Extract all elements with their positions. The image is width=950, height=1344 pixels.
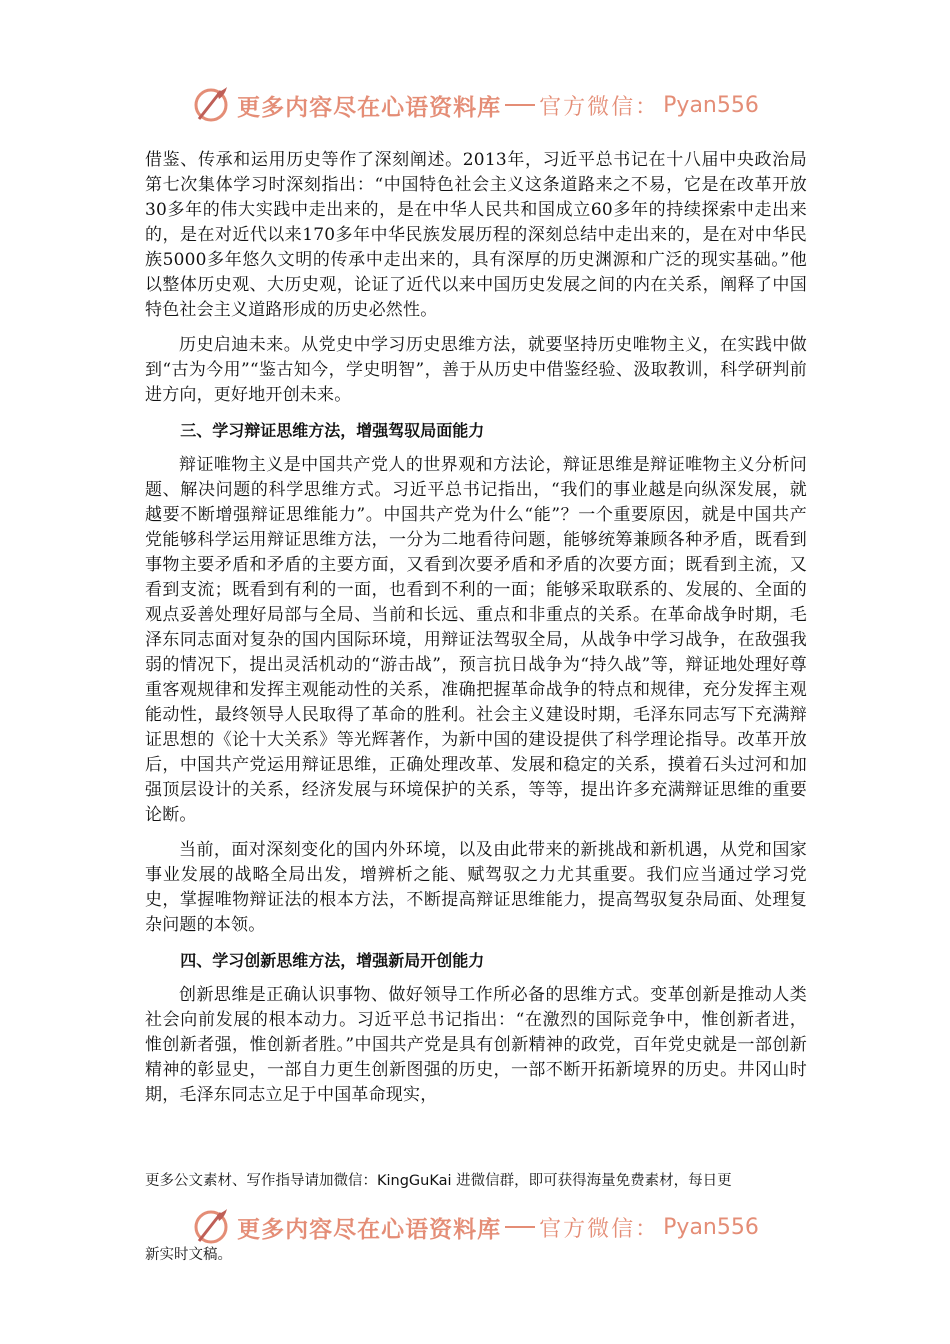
paragraph-3: 辩证唯物主义是中国共产党人的世界观和方法论，辩证思维是辩证唯物主义分析问题、解决问题的科学思维方式。习近平总书记指出，“我们的事业越是向纵深发展，就越要不断增强辩证思维能力”。中国共产党为什么“能”？一个重要原因，就是中国共产党能够科学运用辩证思维方法，一分为二地看待问题，能够统筹兼顾各种矛盾，既看到事物主要矛盾和矛盾的主要方面，又看到次要矛盾和矛盾的次要方面；既看到主流，又看到支流；既看到有利的一面，也看到不利的一面；能够采取联系的、发展的、全面的观点妥善处理好局部与全局、当前和长远、重点和非重点的关系。在革命战争时期，毛泽东同志面对复杂的国内国际环境，用辩证法驾驭全局，从战争中学习战争，在敌强我弱的情况下，提出灵活机动的“游击战”，预言抗日战争为“持久战”等，辩证地处理好尊重客观规律和发挥主观能动性的关系，准确把握革命战争的特点和规律，充分发挥主观能动性，最终领导人民取得了革命的胜利。社会主义建设时期，毛泽东同志写下充满辩证思想的《论十大关系》等光辉著作，为新中国的建设提供了科学理论指导。改革开放后，中国共产党运用辩证思维，正确处理改革、发展和稳定的关系，摸着石头过河和加强顶层设计的关系，经济发展与环境保护的关系，等等，提出许多充满辩证思维的重要论断。 [145, 455, 807, 825]
watermark-subtitle: 官方微信： [539, 1216, 660, 1242]
quill-logo-icon [191, 85, 231, 125]
watermark-id: Pyan556 [663, 92, 759, 118]
watermark-title: 更多内容尽在心语资料库 [237, 1215, 502, 1243]
paragraph-4: 当前，面对深刻变化的国内外环境，以及由此带来的新挑战和新机遇，从党和国家事业发展的战略全局出发，增辨析之能、赋驾驭之力尤其重要。我们应当通过学习党史，掌握唯物辩证法的根本方法，不断提高辩证思维能力，提高驾驭复杂局面、处理复杂问题的本领。 [145, 840, 807, 935]
footer-note: 更多公文素材、写作指导请加微信：KingGuKai 进微信群，即可获得海量免费素材，每日更 [145, 1173, 732, 1189]
footer-note-continued: 新实时文稿。 [145, 1247, 232, 1263]
section-heading-3: 三、学习辩证思维方法，增强驾驭局面能力 [180, 421, 485, 440]
watermark-title: 更多内容尽在心语资料库 [237, 93, 502, 121]
watermark-id: Pyan556 [663, 1214, 759, 1240]
watermark-banner-top [0, 82, 950, 128]
paragraph-5: 创新思维是正确认识事物、做好领导工作所必备的思维方式。变革创新是推动人类社会向前发展的根本动力。习近平总书记指出：“在激烈的国际竞争中，惟创新者进，惟创新者强，惟创新者胜。”中国共产党是具有创新精神的政党，百年党史就是一部创新精神的彰显史，一部自力更生创新图强的历史，一部不断开拓新境界的历史。井冈山时期，毛泽东同志立足于中国革命现实， [145, 985, 807, 1105]
watermark-banner-bottom [0, 1204, 950, 1250]
document-body [145, 148, 807, 1118]
quill-logo-icon [191, 1207, 231, 1247]
watermark-dash [505, 104, 535, 106]
paragraph-1: 借鉴、传承和运用历史等作了深刻阐述。2013年，习近平总书记在十八届中央政治局第七次集体学习时深刻指出：“中国特色社会主义这条道路来之不易，它是在改革开放30多年的伟大实践中走出来的，是在中华人民共和国成立60多年的持续探索中走出来的，是在对近代以来170多年中华民族发展历程的深刻总结中走出来的，是在对中华民族5000多年悠久文明的传承中走出来的，具有深厚的历史渊源和广泛的现实基础。”他以整体历史观、大历史观，论证了近代以来中国历史发展之间的内在关系，阐释了中国特色社会主义道路形成的历史必然性。 [145, 150, 807, 320]
watermark-dash [505, 1226, 535, 1228]
watermark-subtitle: 官方微信： [539, 94, 660, 120]
section-heading-4: 四、学习创新思维方法，增强新局开创能力 [180, 951, 485, 970]
paragraph-2: 历史启迪未来。从党史中学习历史思维方法，就要坚持历史唯物主义，在实践中做到“古为今用”“鉴古知今，学史明智”，善于从历史中借鉴经验、汲取教训，科学研判前进方向，更好地开创未来。 [145, 335, 807, 405]
